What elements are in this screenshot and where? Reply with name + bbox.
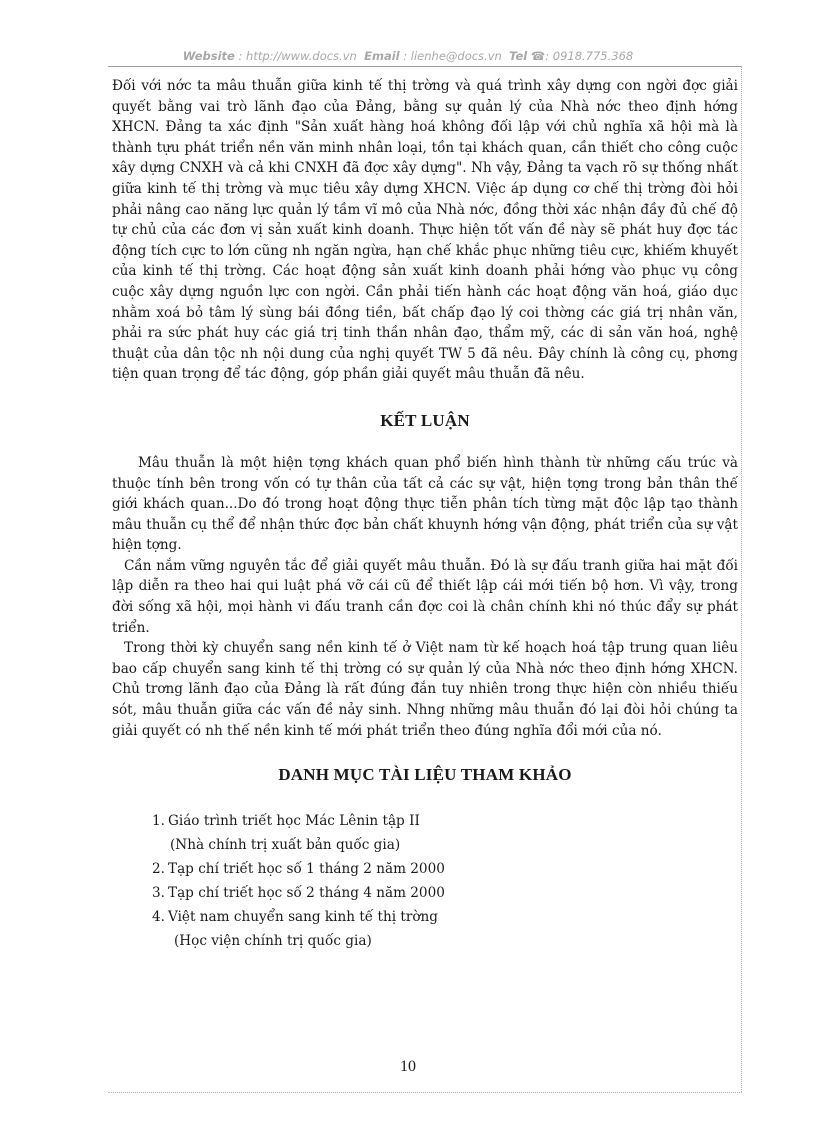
references-heading: DANH MỤC TÀI LIỆU THAM KHẢO xyxy=(278,765,572,785)
reference-number: 1. xyxy=(152,813,165,830)
email-label: Email xyxy=(364,49,400,63)
reference-number: 3. xyxy=(152,885,165,902)
page-header xyxy=(0,49,816,63)
tel-label: Tel xyxy=(509,49,528,63)
website-label: Website xyxy=(182,49,235,63)
reference-title: Tạp chí triết học số 2 tháng 4 năm 2000 xyxy=(168,885,445,902)
conclusion-paragraph-3: Trong thời kỳ chuyển sang nền kinh tế ở Việt nam từ kế hoạch hoá tập trung quan liêu bao cấp chuyển sang kinh tế thị trờng có sự quản lý của Nhà nớc theo định hớng XHCN. Chủ trơng lãnh đạo của Đảng là rất đúng đắn tuy nhiên trong thực hiện còn nhiều thiếu sót, mâu thuẫn giữa các vấn đề nảy sinh. Nhng những mâu thuẫn đó lại đòi hỏi chúng ta giải quyết có nh thế nền kinh tế mới phát triển theo đúng nghĩa đổi mới của nó. xyxy=(112,640,738,739)
header-divider xyxy=(108,66,742,67)
phone-icon: ☎ xyxy=(530,49,546,63)
page-number: 10 xyxy=(400,1058,416,1075)
conclusion-paragraph-1: Mâu thuẫn là một hiện tợng khách quan phổ biến hình thành từ những cấu trúc và thuộc tính bên trong vốn có tự thân của tất cả các sự vật, hiện tợng trong bản thân thế giới khách quan...Do đó trong hoạt động thực tiễn phân tích từng mặt độc lập tạo thành mâu thuẫn cụ thể để nhận thức đợc bản chất khuynh hớng vận động, phát triển của sự vật hiện tợng. xyxy=(112,454,738,554)
reference-number: 4. xyxy=(152,909,165,926)
reference-note: (Nhà chính trị xuất bản quốc gia) xyxy=(170,837,401,854)
reference-item xyxy=(112,881,738,905)
website-value: : http://www.docs.vn xyxy=(238,49,357,63)
page-border-right xyxy=(741,66,742,1092)
document-body xyxy=(112,76,738,953)
references-list xyxy=(112,809,738,953)
reference-title: Giáo trình triết học Mác Lênin tập II xyxy=(168,813,420,830)
reference-title: Tạp chí triết học số 1 tháng 2 năm 2000 xyxy=(168,861,445,878)
page-border-bottom xyxy=(108,1092,742,1093)
body-paragraph: Đối với nớc ta mâu thuẫn giữa kinh tế thị trờng và quá trình xây dựng con ngời đợc giải quyết bằng vai trò lãnh đạo của Đảng, bằng sự quản lý của Nhà nớc theo định hớng XHCN. Đảng ta xác định "Sản xuất hàng hoá không đối lập với chủ nghĩa xã hội mà là thành tựu phát triển nền văn minh nhân loại, tồn tại khách quan, cần thiết cho công cuộc xây dựng CNXH và cả khi CNXH đã đợc xây dựng". Nh vậy, Đảng ta vạch rõ sự thống nhất giữa kinh tế thị trờng và mục tiêu xây dựng XHCN. Việc áp dụng cơ chế thị trờng đòi hỏi phải nâng cao năng lực quản lý tầm vĩ mô của Nhà nớc, đồng thời xác nhận đầy đủ chế độ tự chủ của các đơn vị sản xuất kinh doanh. Thực hiện tốt vấn đề này sẽ phát huy đợc tác động tích cực to lớn cũng nh ngăn ngừa, hạn chế khắc phục những tiêu cực, khiếm khuyết của kinh tế thị trờng. Các hoạt động sản xuất kinh doanh phải hớng vào phục vụ công cuộc xây dựng nguồn lực con ngời. Cần phải tiến hành các hoạt động văn hoá, giáo dục nhằm xoá bỏ tâm lý sùng bái đồng tiền, bất chấp đạo lý coi thờng các giá trị nhân văn, phải ra sức phát huy các giá trị tinh thần nhân đạo, thẩm mỹ, các di sản văn hoá, nghệ thuật của dân tộc nh nội dung của nghị quyết TW 5 đã nêu. Đây chính là công cụ, phơng tiện quan trọng để tác động, góp phần giải quyết mâu thuẫn đã nêu. xyxy=(112,78,738,383)
tel-value: : 0918.775.368 xyxy=(545,49,634,63)
conclusion-heading: KẾT LUẬN xyxy=(380,410,470,430)
reference-note: (Học viện chính trị quốc gia) xyxy=(174,933,372,950)
email-value: : lienhe@docs.vn xyxy=(403,49,502,63)
reference-item xyxy=(112,809,738,833)
conclusion-paragraph-2: Cần nắm vững nguyên tắc để giải quyết mâu thuẫn. Đó là sự đấu tranh giữa hai mặt đối lập diễn ra theo hai qui luật phá vỡ cái cũ để thiết lập cái mới tiến bộ hơn. Vì vậy, trong đời sống xã hội, mọi hành vi đấu tranh cần đợc coi là chân chính khi nó thúc đẩy sự phát triển. xyxy=(112,557,738,636)
reference-number: 2. xyxy=(152,861,165,878)
reference-title: Việt nam chuyển sang kinh tế thị trờng xyxy=(168,909,438,926)
reference-item xyxy=(112,905,738,929)
reference-item xyxy=(112,857,738,881)
